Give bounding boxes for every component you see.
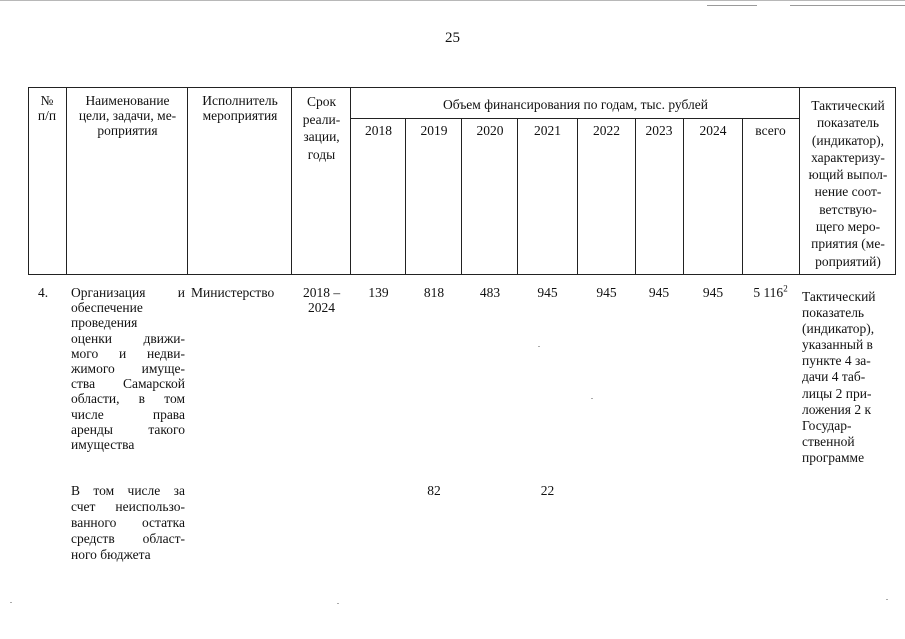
scan-speck [337, 603, 339, 604]
row-value-2023: 945 [648, 285, 670, 300]
row-value-2020: 483 [479, 285, 501, 300]
header-year: 2023 [645, 123, 673, 138]
header-name: Наименование цели, задачи, ме- роприятия [78, 93, 177, 138]
header-year: 2022 [593, 123, 620, 138]
header-executor: Исполнитель мероприятия [202, 93, 278, 123]
subrow-name: В том числе за счет неиспользо- ванного остатка средств област- ного бюджета [71, 483, 185, 562]
row-executor: Министерство [191, 285, 275, 300]
table-border [517, 118, 518, 275]
row-indicator: Тактический показатель (индикатор), указанный в пункте 4 за- дачи 4 таб- лицы 2 при- ложения 2 к Государ- ственной программе [802, 289, 876, 465]
header-year: 2024 [699, 123, 727, 138]
row-value-2022: 945 [596, 285, 617, 300]
subrow-value-2019: 82 [427, 483, 441, 498]
row-value-2019: 818 [423, 285, 445, 300]
table-border [28, 87, 896, 88]
row-value-2024: 945 [702, 285, 724, 300]
header-funding: Объем финансирования по годам, тыс. рублей [443, 97, 708, 112]
scan-mark [707, 5, 757, 6]
header-year: 2021 [534, 123, 561, 138]
footnote-mark: 2 [783, 283, 788, 294]
row-value-total: 5 $116^2$ [753, 283, 788, 300]
header-indicator: Тактический показатель (индикатор), характеризу- ющий выпол- нение соот- ветствую- щего меро- приятия (ме- роприятий) [808, 98, 888, 269]
row-term: 2018 – 2024 [302, 285, 341, 316]
header-num: № п/п [37, 93, 57, 123]
header-term: Срок реали- зации, годы [302, 94, 341, 162]
table-border [461, 118, 462, 275]
scan-speck [10, 602, 12, 603]
table-border [635, 118, 636, 275]
table-border [350, 118, 800, 119]
header-year: 2019 [420, 123, 448, 138]
table-border [28, 274, 896, 275]
scan-speck [591, 398, 593, 399]
scan-edge-line [0, 0, 905, 1]
table-border [683, 118, 684, 275]
scan-mark [790, 5, 905, 6]
row-name: Организация и обеспечение проведения оценки движи- мого и недви- жимого имуще- ства Самарской области, в том числе права аренды такого имущества [71, 285, 185, 453]
scan-speck [538, 346, 540, 347]
scan-speck [886, 599, 888, 600]
header-year: 2020 [476, 123, 504, 138]
row-number: 4. [38, 285, 49, 300]
page-number: 25 [445, 30, 460, 46]
table-border [405, 118, 406, 275]
table-border [577, 118, 578, 275]
table-border [742, 118, 743, 275]
subrow-value-2021: 22 [540, 483, 555, 498]
row-value-2021: 945 [537, 285, 558, 300]
header-year-total: всего [755, 123, 786, 138]
row-value-2018: 139 [368, 285, 389, 300]
header-year: 2018 [365, 123, 392, 138]
